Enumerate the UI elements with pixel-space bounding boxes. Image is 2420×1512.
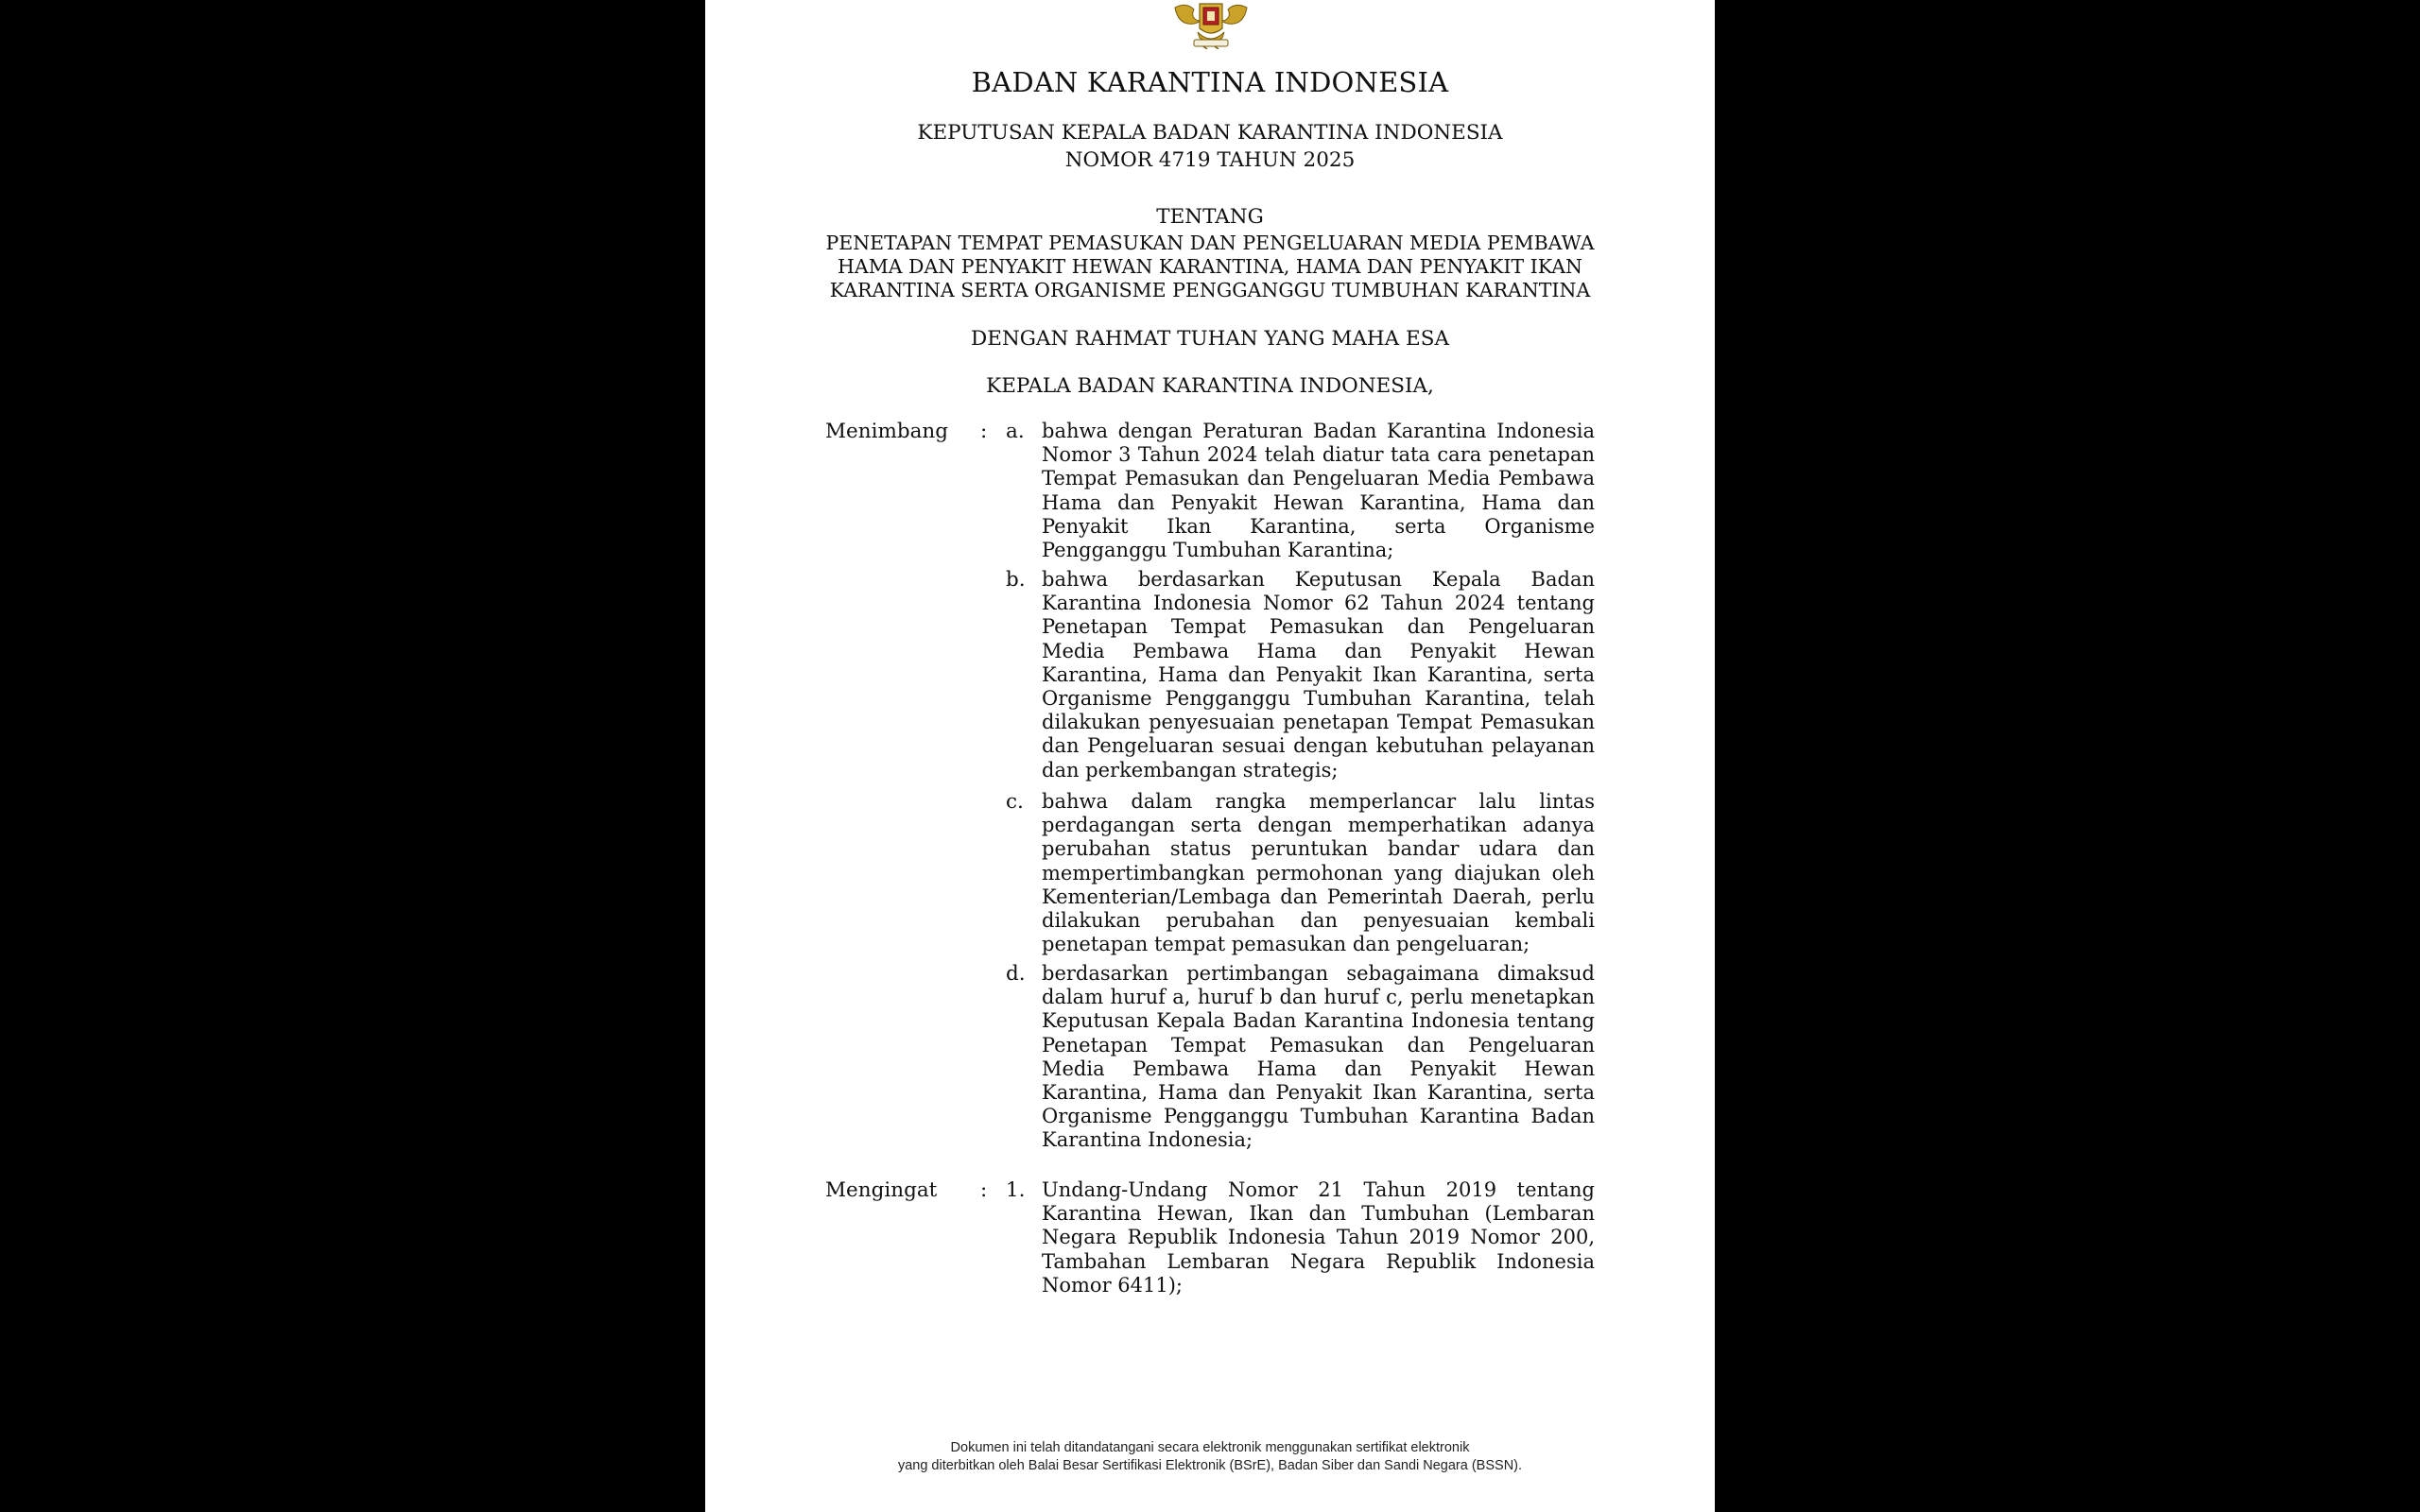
decree-number-line: NOMOR 4719 TAHUN 2025: [1064, 148, 1356, 172]
authority: KEPALA BADAN KARANTINA INDONESIA,: [986, 374, 1434, 398]
decree-topic: [705, 232, 1715, 302]
mengingat-colon: :: [980, 1178, 988, 1202]
decree-topic-line: HAMA DAN PENYAKIT HEWAN KARANTINA, HAMA DAN PENYAKIT IKAN: [838, 255, 1582, 278]
footer-line: Dokumen ini telah ditandatangani secara elektronik menggunakan sertifikat elektronik: [950, 1440, 1470, 1455]
item-marker: b.: [1006, 568, 1026, 592]
invocation: DENGAN RAHMAT TUHAN YANG MAHA ESA: [971, 327, 1449, 351]
menimbang-item-c: bahwa dalam rangka memperlancar lalu lintas perdagangan serta dengan memperhatikan adanya perubahan status peruntukan bandar udara dan mempertimbangkan permohonan yang diajukan oleh Kementerian/Lembaga dan Pemerintah Daerah, perlu dilakukan perubahan dan penyesuaian kembali penetapan tempat pemasukan dan pengeluaran;: [1042, 790, 1595, 956]
decree-topic-line: KARANTINA SERTA ORGANISME PENGGANGGU TUMBUHAN KARANTINA: [829, 279, 1591, 301]
mengingat-label: Mengingat: [825, 1178, 938, 1202]
menimbang-label: Menimbang: [825, 420, 949, 443]
document-page: [705, 0, 1715, 1512]
about-label: TENTANG: [1156, 205, 1264, 229]
item-marker: a.: [1006, 420, 1025, 443]
e-signature-footer: [705, 1439, 1715, 1475]
decree-title-line: KEPUTUSAN KEPALA BADAN KARANTINA INDONESIA: [917, 121, 1503, 145]
menimbang-item-b: bahwa berdasarkan Keputusan Kepala Badan Karantina Indonesia Nomor 62 Tahun 2024 tentang Penetapan Tempat Pemasukan dan Pengeluaran Media Pembawa Hama dan Penyakit Hewan Karantina, Hama dan Penyakit Ikan Karantina, serta Organisme Pengganggu Tumbuhan Karantina, telah dilakukan penyesuaian penetapan Tempat Pemasukan dan Pengeluaran sesuai dengan kebutuhan pelayanan dan perkembangan strategis;: [1042, 568, 1595, 782]
menimbang-item-a: bahwa dengan Peraturan Badan Karantina Indonesia Nomor 3 Tahun 2024 telah diatur tata cara penetapan Tempat Pemasukan dan Pengeluaran Media Pembawa Hama dan Penyakit Hewan Karantina, Hama dan Penyakit Ikan Karantina, serta Organisme Pengganggu Tumbuhan Karantina;: [1042, 420, 1595, 562]
menimbang-colon: :: [980, 420, 988, 443]
footer-line: yang diterbitkan oleh Balai Besar Sertifikasi Elektronik (BSrE), Badan Siber dan Sandi Negara (BSSN).: [897, 1458, 1523, 1473]
item-marker: 1.: [1006, 1178, 1026, 1202]
item-marker: d.: [1006, 962, 1026, 986]
menimbang-item-d: berdasarkan pertimbangan sebagaimana dimaksud dalam huruf a, huruf b dan huruf c, perlu menetapkan Keputusan Kepala Badan Karantina Indonesia tentang Penetapan Tempat Pemasukan dan Pengeluaran Media Pembawa Hama dan Penyakit Hewan Karantina, Hama dan Penyakit Ikan Karantina, serta Organisme Pengganggu Tumbuhan Karantina Badan Karantina Indonesia;: [1042, 962, 1595, 1152]
decree-heading: [705, 119, 1715, 174]
item-marker: c.: [1006, 790, 1024, 814]
mengingat-item-1: Undang-Undang Nomor 21 Tahun 2019 tentang Karantina Hewan, Ikan dan Tumbuhan (Lembaran Negara Republik Indonesia Tahun 2019 Nomor 200, Tambahan Lembaran Negara Republik Indonesia Nomor 6411);: [1042, 1178, 1595, 1297]
agency-title: BADAN KARANTINA INDONESIA: [971, 66, 1449, 98]
garuda-emblem-icon: [1166, 0, 1256, 49]
decree-topic-line: PENETAPAN TEMPAT PEMASUKAN DAN PENGELUARAN MEDIA PEMBAWA: [825, 232, 1595, 254]
